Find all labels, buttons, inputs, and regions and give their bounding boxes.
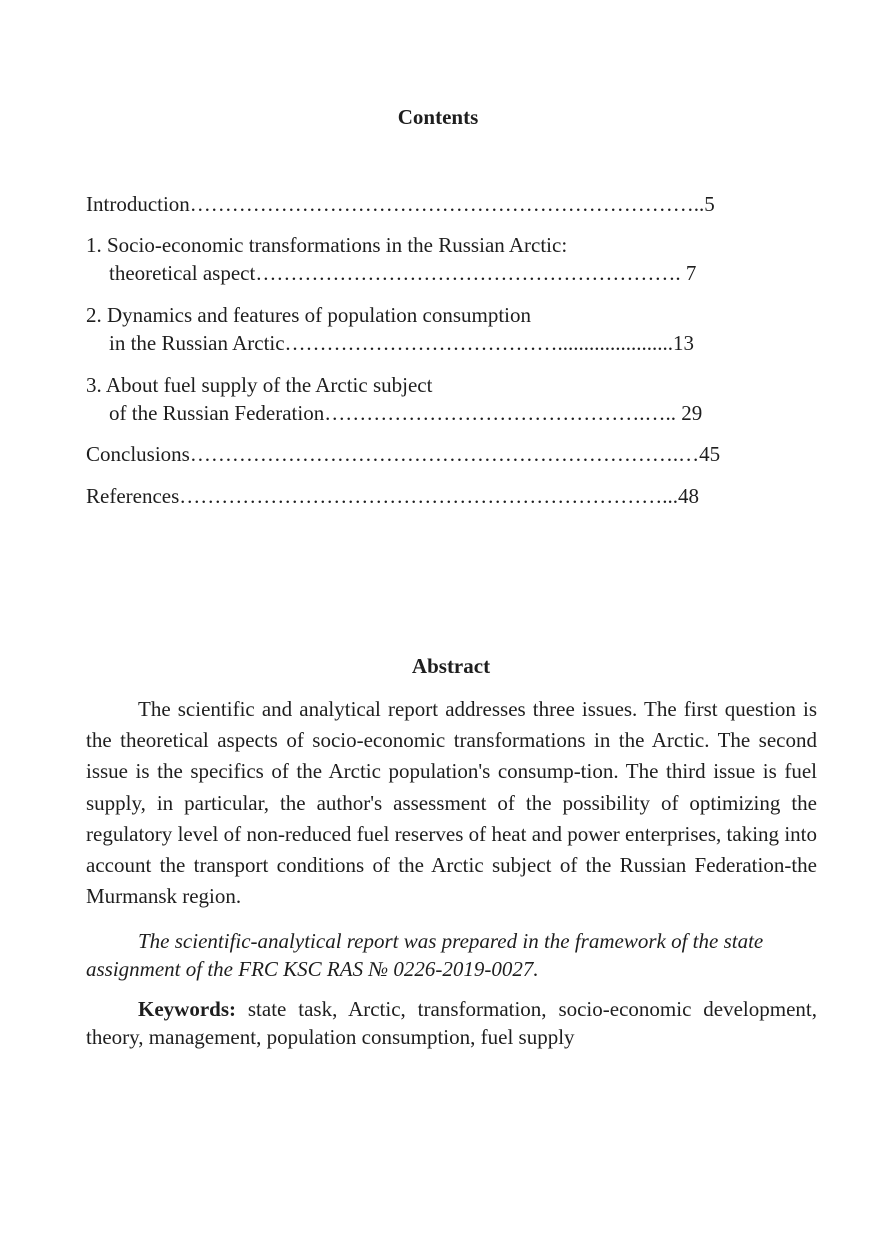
toc-entry-conclusions[interactable] [86,440,720,468]
keywords-text: state task, Arctic, transformation, socio-economic development, theory, management, population consumption, fuel supply [86,997,817,1050]
abstract-title: Abstract [411,654,491,678]
toc-entry-line: Conclusions…………………………………………………………….…45 [86,442,721,466]
keywords-label: Keywords: [138,997,236,1022]
keywords-paragraph [86,995,817,1051]
toc-entry-line: Introduction………………………………………………………………..5 [86,192,715,216]
toc-entry-introduction[interactable] [86,190,715,218]
toc-entry-line: References……………………………………………………………...48 [86,484,700,508]
toc-entry-line: of the Russian Federation……………………………………….….. 29 [109,401,703,425]
toc-entry-line: 3. About fuel supply of the Arctic subject [86,373,433,397]
contents-title: Contents [397,105,479,129]
toc-entry-chapter-1[interactable] [86,231,696,287]
abstract-note: The scientific-analytical report was prepared in the framework of the state assignment of the FRC KSC RAS № 0226-2019-0027. [86,929,764,982]
toc-entry-references[interactable] [86,482,699,510]
toc-entry-chapter-2[interactable] [86,301,694,357]
toc-entry-line: in the Russian Arctic…………………………………......................13 [109,331,695,355]
toc-entry-chapter-3[interactable] [86,371,702,427]
abstract-body: The scientific and analytical report addresses three issues. The first question is the theoretical aspects of socio-economic transformations in the Arctic. The second issue is the specifics of the Arctic population's consump-tion. The third issue is fuel supply, in particular, the author's assessment of the possibility of optimizing the regulatory level of non-reduced fuel reserves of heat and power enterprises, taking into account the transport conditions of the Arctic subject of the Russian Federation-the Murmansk region. [86,697,817,909]
toc-entry-line: 1. Socio-economic transformations in the Russian Arctic: [86,233,568,257]
toc-entry-line: 2. Dynamics and features of population consumption [86,303,531,327]
abstract-section [86,694,817,1051]
toc-entry-line: theoretical aspect……………………………………………………. 7 [109,261,697,285]
